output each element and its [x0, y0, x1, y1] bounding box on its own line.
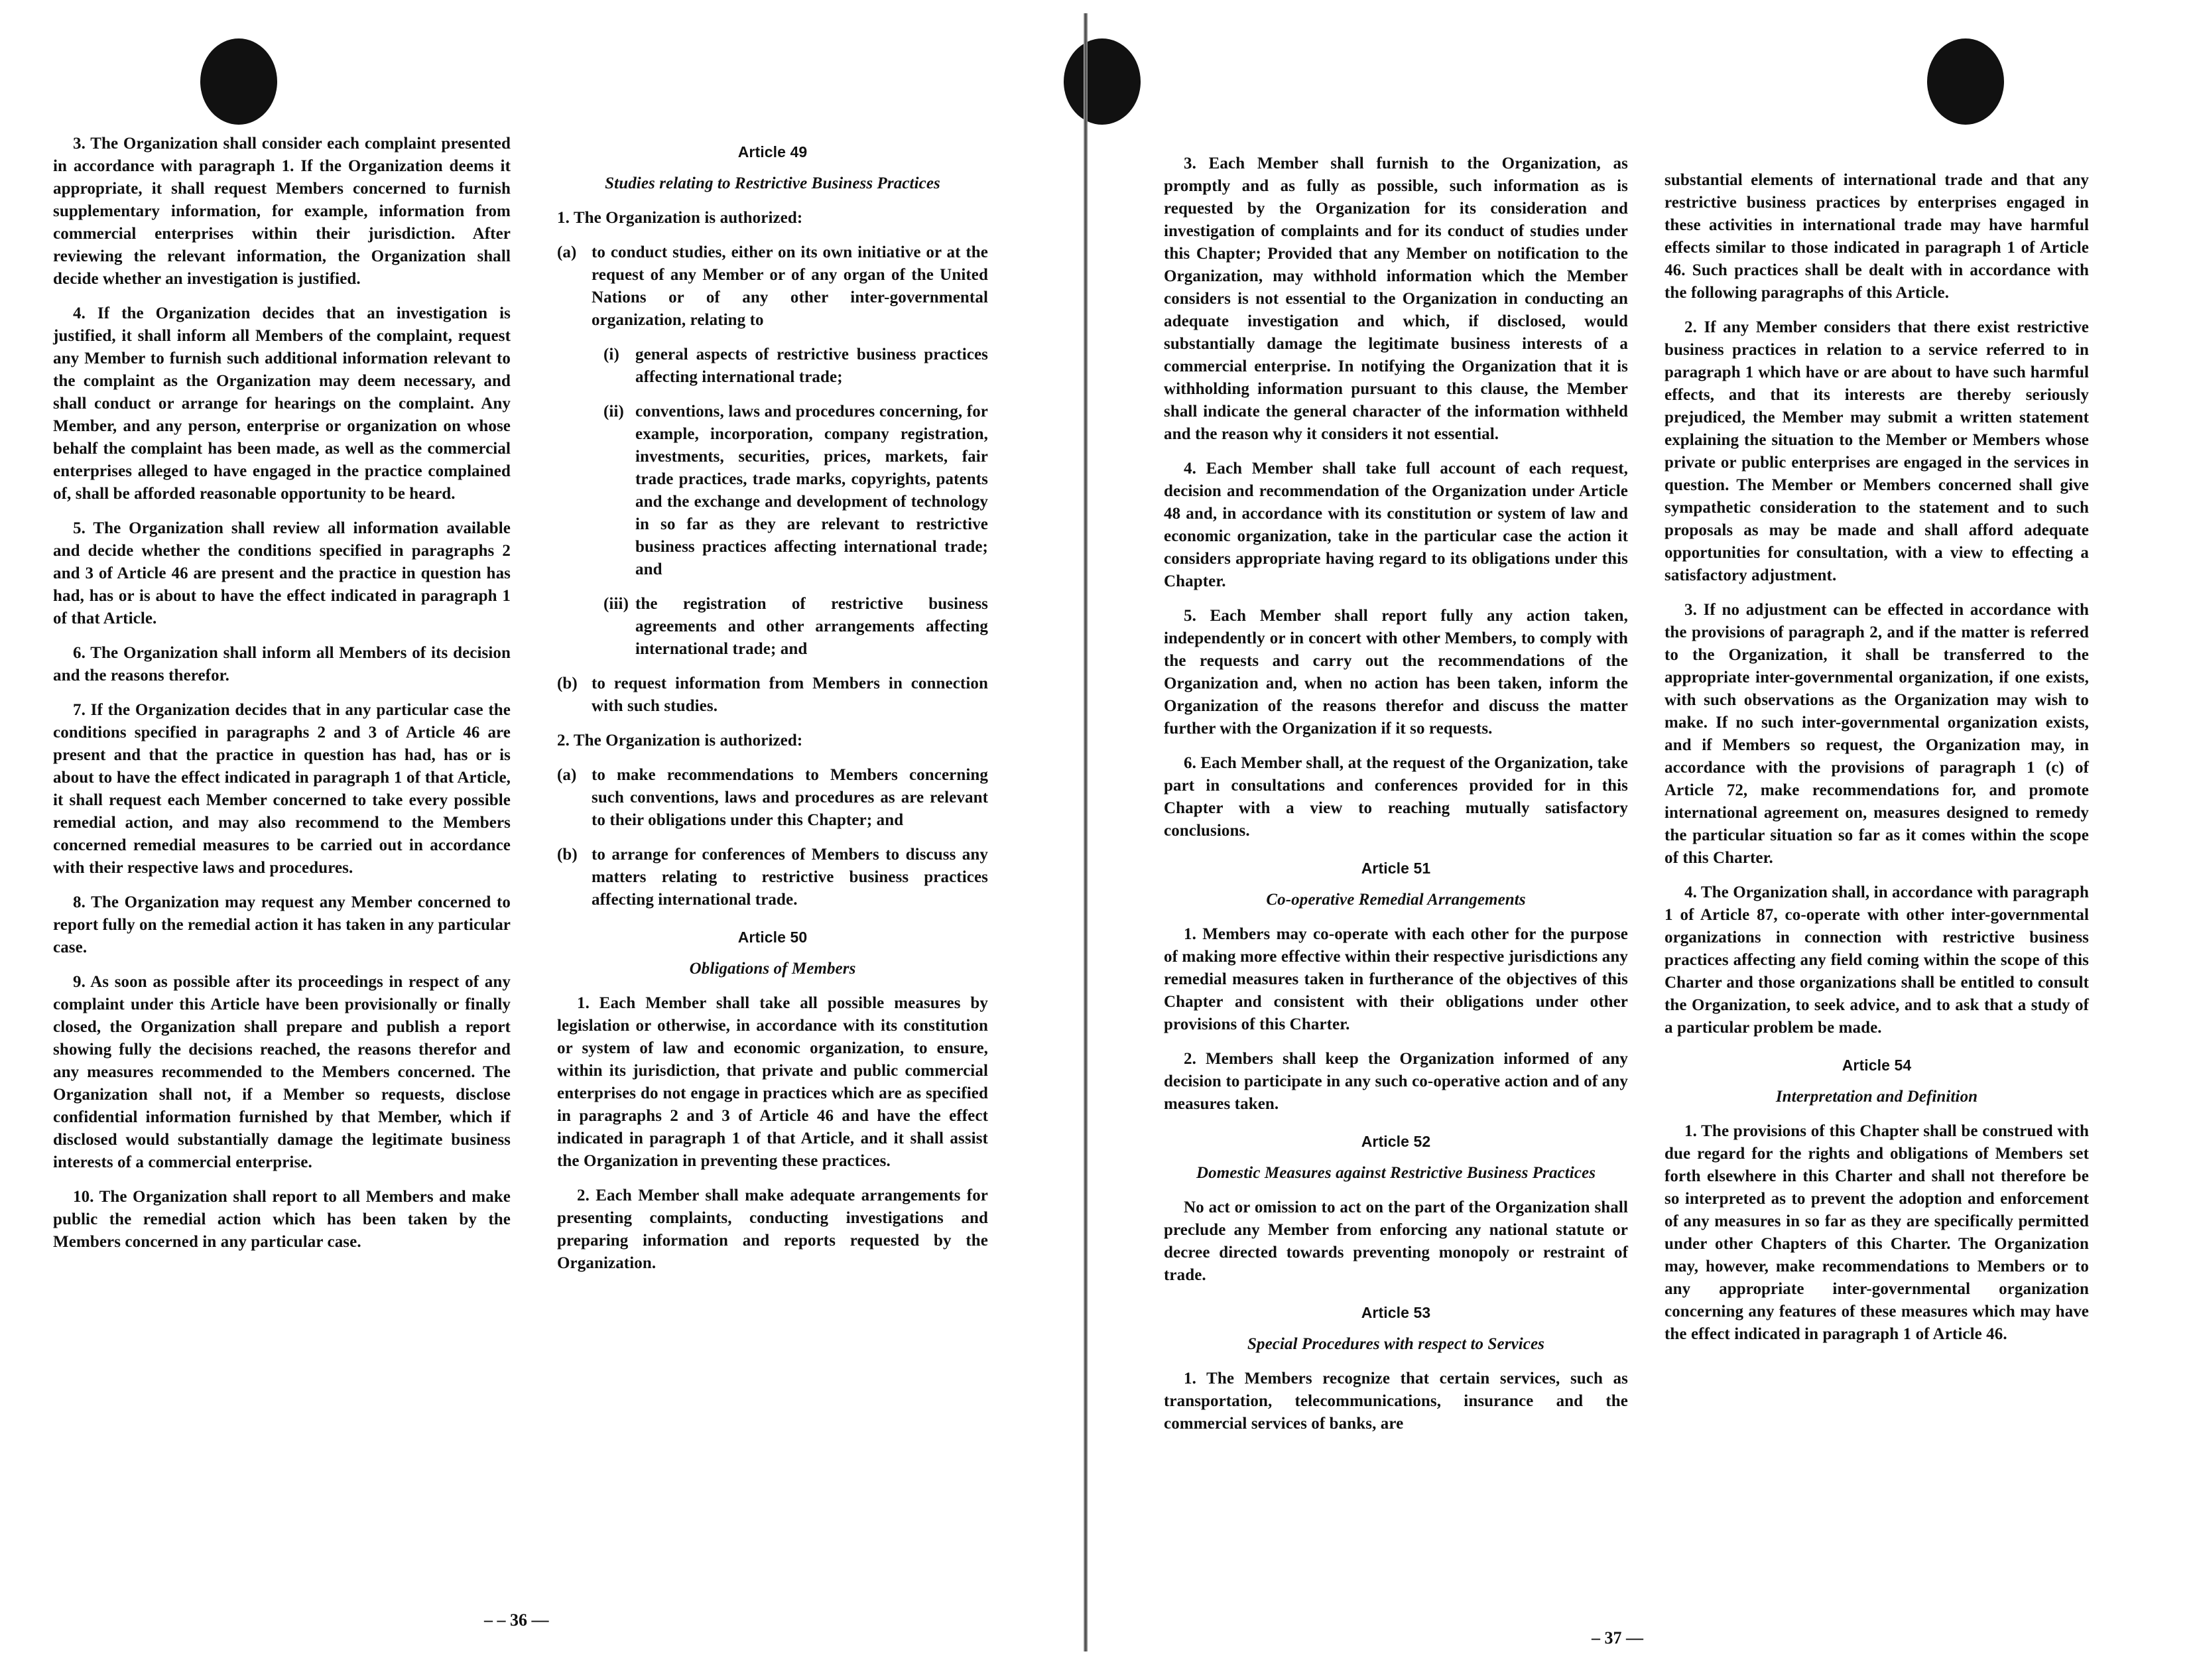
paragraph: 6. Each Member shall, at the request of the Organization, take part in consultations and conferences provided for in this Chapter with a view to reaching mutually satisfactory conclusions.: [1164, 754, 1628, 840]
paragraph: 1. The provisions of this Chapter shall be construed with due regard for the rights and obligations of Members set forth elsewhere in this Charter and shall not therefore be so interpreted as to prevent the adoption and enforcement of any measures in so far as they are specifically permitted under other Chapters of this Charter. The Organization may, however, make recommendations to Members or to any appropriate inter-governmental organization concerning any features of these measures which may have the effect indicated in paragraph 1 of Article 46.: [1664, 1122, 2089, 1343]
paragraph: 3. If no adjustment can be effected in accordance with the provisions of paragraph 2, and if the matter is referred to the Organization, it shall be transferred to the appropriate inter-governmental organization, if one exists, with such observations as the Organization may wish to make. If no such inter-governmental organization exists, and if Members so request, the Organization may, in accordance with the provisions of paragraph 1 (c) of Article 72, make recommendations for, and promote international agreement on, measures designed to remedy the particular situation so far as it comes within the scope of this Charter.: [1664, 601, 2089, 867]
sub-list-item: [603, 401, 988, 581]
sub-list-item: [603, 344, 988, 389]
article-54-title: Interpretation and Definition: [1775, 1088, 1978, 1106]
paragraph: 2. If any Member considers that there exist restrictive business practices in relation to a service referred to in paragraph 1 which have or are about to have such harmful effects, and that its interests are thereby seriously prejudiced, the Member may submit a written statement explaining the situation to the Member or Members whose private or public enterprises are engaged in the services in question. The Member or Members concerned shall give sympathetic consideration to the statement and to such proposals as may be made and shall afford adequate opportunities for consultation, with a view to effecting a satisfactory adjustment.: [1664, 318, 2089, 584]
page-number-left-value: 36: [510, 1610, 527, 1630]
article-52-title: Domestic Measures against Restrictive Business Practices: [1196, 1164, 1596, 1182]
list-item: [557, 844, 988, 911]
punch-hole-left: [200, 38, 277, 125]
punch-hole-center: [1064, 38, 1141, 125]
right-page-column-1: [1164, 153, 1628, 1447]
article-52-heading: Article 52: [1361, 1133, 1431, 1150]
item-text: conventions, laws and procedures concerning, for example, incorporation, company registration, investments, securities, prices, markets, fair trade practices, trade marks, copyrights, patents and the exchange and development of technology in so far as they are relevant to restrictive business practices affecting international trade; and: [635, 403, 988, 578]
article-51-heading: Article 51: [1361, 860, 1431, 877]
item-text: to conduct studies, either on its own initiative or at the request of any Member or of any organ of the United Nations or of any other inter-governmental organization, relating to: [592, 243, 988, 329]
paragraph: 1. The Members recognize that certain services, such as transportation, telecommunications, insurance and the commercial services of banks, are: [1164, 1370, 1628, 1433]
page-number-right-dash: —: [1621, 1628, 1643, 1648]
article-53-title: Special Procedures with respect to Services: [1247, 1335, 1544, 1353]
paragraph: 2. The Organization is authorized:: [557, 732, 803, 749]
item-label: (ii): [603, 403, 624, 420]
page-number-left: [484, 1610, 549, 1630]
list-item: [557, 764, 988, 832]
paragraph: 9. As soon as possible after its proceedings in respect of any complaint under this Article have been provisionally or finally closed, the Organization shall prepare and publish a report showing fully the decisions reached, the reasons therefor and any measures recommended to the Members concerned. The Organization shall not, if a Member so requests, disclose confidential information furnished by that Member, which if disclosed would substantially damage the legitimate business interests of a commercial enterprise.: [53, 973, 511, 1171]
list-item: [557, 673, 988, 718]
left-page-column-2: [557, 126, 988, 1287]
item-label: (b): [557, 846, 578, 864]
sub-list-item: [603, 593, 988, 661]
paragraph: 6. The Organization shall inform all Members of its decision and the reasons therefor.: [53, 644, 511, 684]
left-page-column-1: [53, 133, 511, 1265]
paragraph: 8. The Organization may request any Member concerned to report fully on the remedial action it has taken in any particular case.: [53, 893, 511, 956]
article-50-heading: Article 50: [737, 929, 808, 946]
paragraph: 10. The Organization shall report to all Members and make public the remedial action which has been taken by the Members concerned in any particular case.: [53, 1188, 511, 1251]
item-text: to make recommendations to Members concerning such conventions, laws and procedures as are relevant to their obligations under this Chapter; and: [592, 766, 988, 829]
punch-hole-right: [1927, 38, 2004, 125]
paragraph: 3. Each Member shall furnish to the Organization, as promptly and as fully as possible, such information as is requested by the Organization for its consideration and investigation of complaints and for its conduct of studies under this Chapter; Provided that any Member on notification to the Organization, may withhold information which the Member considers is not essential to the Organization in conducting an adequate investigation and which, if disclosed, would substantially damage the legitimate business interests of a commercial enterprise. In notifying the Organization that it is withholding information pursuant to this clause, the Member shall indicate the general character of the information withheld and the reason why it considers it not essential.: [1164, 155, 1628, 443]
paragraph: 4. Each Member shall take full account of each request, decision and recommendation of the Organization under Article 48 and, in accordance with its constitution or system of law and economic organization, take in the particular case the action it considers appropriate having regard to its obligations under this Chapter.: [1164, 460, 1628, 590]
paragraph: 7. If the Organization decides that in any particular case the conditions specified in paragraphs 2 and 3 of Article 46 are present and that the practice in question has had, has or is about to have the effect indicated in paragraph 1 of that Article, it shall request each Member concerned to take every possible remedial action, and may also recommend to the Members concerned remedial measures to be carried out in accordance with their respective laws and procedures.: [53, 701, 511, 877]
paragraph: No act or omission to act on the part of the Organization shall preclude any Member from enforcing any national statute or decree directed towards preventing monopoly or restraint of trade.: [1164, 1198, 1628, 1284]
article-53-heading: Article 53: [1361, 1304, 1431, 1321]
item-label: (iii): [603, 595, 629, 613]
article-49-heading: Article 49: [737, 143, 808, 161]
article-54-heading: Article 54: [1842, 1057, 1912, 1074]
paragraph: 3. The Organization shall consider each complaint presented in accordance with paragraph 1. If the Organization deems it appropriate, it shall request Members concerned to furnish supplementary information, for example, information from commercial enterprises within their jurisdiction. After reviewing the relevant information, the Organization shall decide whether an investigation is justified.: [53, 135, 511, 288]
page-number-right-dash: –: [1592, 1628, 1605, 1648]
page-fold: [1084, 13, 1088, 1651]
paragraph: 1. The Organization is authorized:: [557, 209, 803, 227]
page-number-right-value: 37: [1604, 1628, 1622, 1648]
article-51-title: Co-operative Remedial Arrangements: [1266, 891, 1526, 909]
item-text: to request information from Members in connection with such studies.: [592, 675, 988, 715]
item-label: (i): [603, 346, 619, 363]
paragraph: 4. If the Organization decides that an investigation is justified, it shall inform all Members of the complaint, request any Member to furnish such additional information relevant to the complaint as the Organization may deem necessary, and shall conduct or arrange for hearings on the complaint. Any Member, and any person, enterprise or organization on whose behalf the complaint has been made, as well as the commercial enterprises alleged to have engaged in the practice complained of, shall be afforded reasonable opportunity to be heard.: [53, 304, 511, 503]
paragraph: 1. Each Member shall take all possible measures by legislation or otherwise, in accordance with its constitution or system of law and economic organization, to ensure, within its jurisdiction, that private and public commercial enterprises do not engage in practices which are as specified in paragraphs 2 and 3 of Article 46 and have the effect indicated in paragraph 1 of that Article, and it shall assist the Organization in preventing these practices.: [557, 994, 988, 1170]
paragraph: 2. Each Member shall make adequate arrangements for presenting complaints, conducting investigations and preparing information and reports requested by the Organization.: [557, 1187, 988, 1272]
item-text: general aspects of restrictive business practices affecting international trade;: [635, 346, 988, 386]
page-number-left-dash: —: [527, 1610, 549, 1630]
item-text: to arrange for conferences of Members to discuss any matters relating to restrictive business practices affecting international trade.: [592, 846, 988, 909]
paragraph: 1. Members may co-operate with each other for the purpose of making more effective within their respective jurisdictions any remedial measures taken in furtherance of the objectives of this Chapter and consistent with their obligations under other provisions of this Charter.: [1164, 925, 1628, 1033]
paragraph: 4. The Organization shall, in accordance with paragraph 1 of Article 87, co-operate with other inter-governmental organizations in connection with restrictive business practices affecting any field coming within the scope of this Charter and those organizations shall be entitled to consult the Organization, to seek advice, and to ask that a study of a particular problem be made.: [1664, 883, 2089, 1037]
page-number-left-dash: – –: [484, 1610, 510, 1630]
item-label: (a): [557, 243, 577, 261]
right-page-column-2: [1664, 169, 2089, 1358]
item-label: (b): [557, 675, 578, 692]
item-label: (a): [557, 766, 577, 784]
page-number-right: [1592, 1628, 1643, 1648]
article-49-title: Studies relating to Restrictive Business Practices: [605, 174, 940, 192]
paragraph: 5. Each Member shall report fully any action taken, independently or in concert with other Members, to comply with the requests and carry out the recommendations of the Organization and, when no action has been taken, inform the Organization of the reasons therefor and discuss the matter further with the Organization if it so requests.: [1164, 607, 1628, 738]
paragraph: 5. The Organization shall review all information available and decide whether the conditions specified in paragraphs 2 and 3 of Article 46 are present and the practice in question has had, has or is about to have the effect indicated in paragraph 1 of that Article.: [53, 519, 511, 627]
list-item: [557, 241, 988, 332]
paragraph: 2. Members shall keep the Organization informed of any decision to participate in any such co-operative action and of any measures taken.: [1164, 1050, 1628, 1113]
paragraph: substantial elements of international trade and that any restrictive business practices by enterprises engaged in these activities in international trade may have harmful effects similar to those indicated in paragraph 1 of Article 46. Such practices shall be dealt with in accordance with the following paragraphs of this Article.: [1664, 171, 2089, 302]
item-text: the registration of restrictive business agreements and other arrangements affecting international trade; and: [635, 595, 988, 658]
article-50-title: Obligations of Members: [689, 960, 856, 978]
